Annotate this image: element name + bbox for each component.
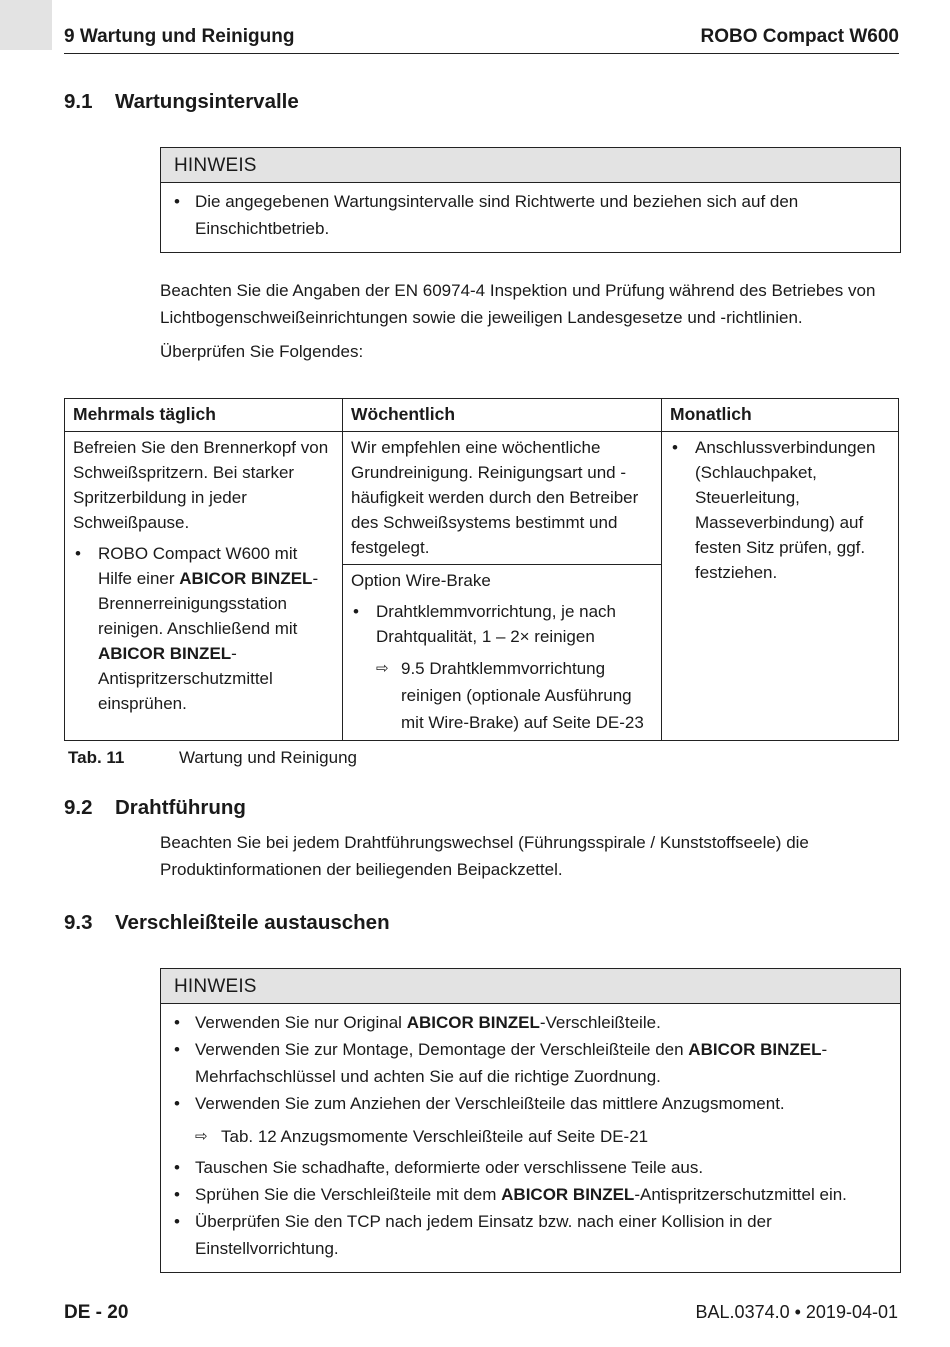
paragraph-wire-guide: Beachten Sie bei jedem Drahtführungswechsel (Führungsspirale / Kunststoffseele) die Produktinformationen der beiliegenden Beipackzettel. bbox=[160, 833, 809, 879]
footer-doc-id: BAL.0374.0 • 2019-04-01 bbox=[695, 1302, 898, 1322]
cross-reference-text: Tab. 12 Anzugsmomente Verschleißteile auf Seite DE-21 bbox=[221, 1127, 649, 1146]
cross-reference-text: 9.5 Drahtklemmvorrichtung reinigen (optionale Ausführung mit Wire-Brake) auf Seite DE-23 bbox=[401, 659, 644, 732]
section-number: 9.1 bbox=[64, 90, 93, 113]
daily-bullet: • ROBO Compact W600 mit Hilfe einer ABICOR BINZEL-Brennerreinigungsstation reinigen. Anschließend mit ABICOR BINZEL-Antispritzerschutzmittel einsprühen. bbox=[73, 541, 334, 716]
section-title: Verschleißteile austauschen bbox=[115, 911, 390, 934]
weekly-text: Wir empfehlen eine wöchentliche Grundreinigung. Reinigungsart und -häufigkeit werden durch den Betreiber des Schweißsystems bestimmt und festgelegt. bbox=[351, 438, 639, 557]
monthly-bullet: • Anschlussverbindungen (Schlauchpaket, Steuerleitung, Masseverbindung) auf festen Sitz prüfen, ggf. festziehen. bbox=[670, 435, 890, 585]
paragraph-check: Überprüfen Sie Folgendes: bbox=[160, 342, 364, 361]
notice-item: • Verwenden Sie zur Montage, Demontage der Verschleißteile den ABICOR BINZEL-Mehrfachschlüssel und achten Sie auf die richtige Zuordnung. bbox=[174, 1036, 886, 1090]
section-number: 9.3 bbox=[64, 911, 93, 934]
caption-label: Tab. 11 bbox=[68, 748, 125, 767]
notice-title: HINWEIS bbox=[161, 148, 900, 183]
cross-reference[interactable] bbox=[195, 1123, 886, 1150]
table-header-row bbox=[65, 399, 899, 432]
cell-weekly bbox=[343, 432, 662, 565]
arrow-right-outline-icon: ⇨ bbox=[195, 1128, 208, 1145]
corner-tab bbox=[0, 0, 52, 50]
notice-body bbox=[161, 183, 900, 252]
notice-box-wear-parts bbox=[160, 968, 901, 1273]
option-title: Option Wire-Brake bbox=[351, 571, 491, 590]
table-caption bbox=[68, 748, 357, 768]
footer-page-number: DE - 20 bbox=[64, 1302, 129, 1323]
notice-title: HINWEIS bbox=[161, 969, 900, 1004]
notice-item: • Tauschen Sie schadhafte, deformierte oder verschlissene Teile aus. bbox=[174, 1154, 886, 1181]
cell-monthly bbox=[662, 432, 899, 741]
paragraph-standards: Beachten Sie die Angaben der EN 60974-4 Inspektion und Prüfung während des Betriebes von Lichtbogenschweißeinrichtungen sowie die jeweiligen Landesgesetze und -richtlinien. bbox=[160, 281, 876, 327]
arrow-right-outline-icon: ⇨ bbox=[376, 660, 389, 677]
cell-daily bbox=[65, 432, 343, 741]
cell-weekly-option bbox=[343, 565, 662, 741]
header-chapter: 9 Wartung und Reinigung bbox=[64, 26, 295, 47]
header-divider bbox=[64, 53, 899, 54]
notice-item: • Überprüfen Sie den TCP nach jedem Einsatz bzw. nach einer Kollision in der Einstellvorrichtung. bbox=[174, 1208, 886, 1262]
notice-item: • Verwenden Sie zum Anziehen der Verschleißteile das mittlere Anzugsmoment. bbox=[174, 1090, 886, 1117]
section-heading-9-2 bbox=[64, 796, 246, 820]
notice-item: • Verwenden Sie nur Original ABICOR BINZEL-Verschleißteile. bbox=[174, 1009, 886, 1036]
notice-item: • Sprühen Sie die Verschleißteile mit dem ABICOR BINZEL-Antispritzerschutzmittel ein. bbox=[174, 1181, 886, 1208]
section-title: Wartungsintervalle bbox=[115, 90, 299, 113]
header-product: ROBO Compact W600 bbox=[700, 26, 899, 47]
section-heading-9-1 bbox=[64, 90, 299, 114]
notice-box-intervals bbox=[160, 147, 901, 253]
caption-text: Wartung und Reinigung bbox=[179, 748, 357, 767]
section-number: 9.2 bbox=[64, 796, 93, 819]
notice-item: • Die angegebenen Wartungsintervalle sind Richtwerte und beziehen sich auf den Einschichtbetrieb. bbox=[174, 188, 886, 242]
notice-body bbox=[161, 1004, 900, 1272]
cross-reference[interactable] bbox=[376, 655, 653, 736]
option-bullet: • Drahtklemmvorrichtung, je nach Drahtqualität, 1 – 2× reinigen bbox=[351, 599, 653, 649]
column-header-weekly: Wöchentlich bbox=[343, 399, 662, 432]
daily-text: Befreien Sie den Brennerkopf von Schweißspritzern. Bei starker Spritzerbildung in jeder Schweißpause. bbox=[73, 438, 329, 532]
section-title: Drahtführung bbox=[115, 796, 246, 819]
column-header-daily: Mehrmals täglich bbox=[65, 399, 343, 432]
column-header-monthly: Monatlich bbox=[662, 399, 899, 432]
table-row bbox=[65, 432, 899, 565]
section-heading-9-3 bbox=[64, 911, 390, 935]
maintenance-table bbox=[64, 398, 899, 741]
